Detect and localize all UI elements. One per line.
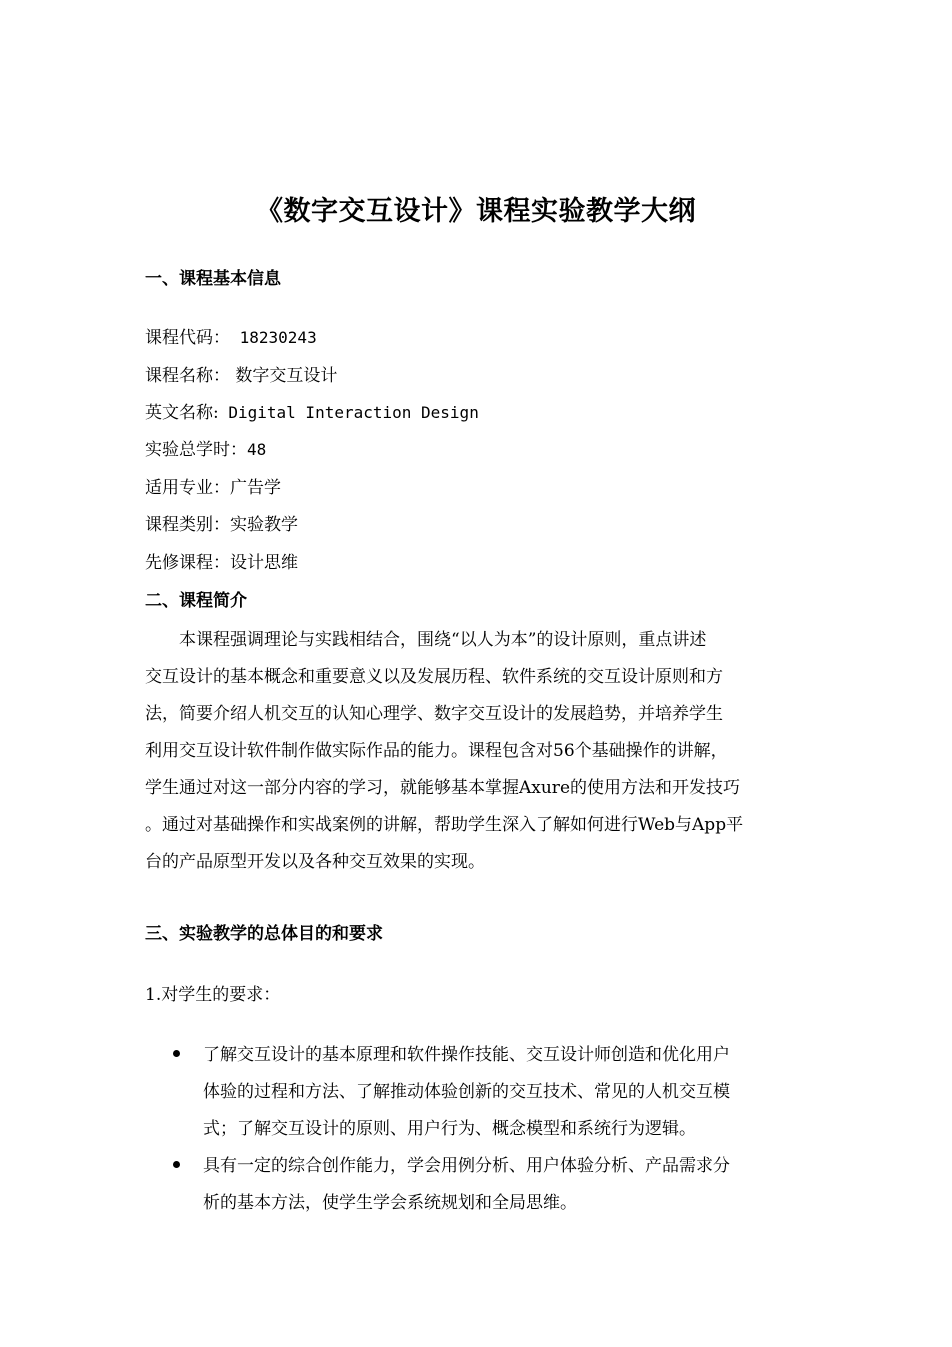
info-label: 适用专业： [145, 478, 230, 498]
intro-line: 学生通过对这一部分内容的学习，就能够基本掌握Axure的使用方法和开发技巧 [145, 778, 740, 798]
intro-line: 本课程强调理论与实践相结合，围绕“以人为本”的设计原则，重点讲述 [179, 630, 707, 650]
list-item [145, 1148, 810, 1222]
document-title: 《数字交互设计》课程实验教学大纲 [256, 196, 696, 227]
info-course-code [145, 325, 317, 351]
section-heading-basic-info: 一、课程基本信息 [145, 269, 281, 289]
info-label: 先修课程： [145, 553, 230, 573]
intro-line: 利用交互设计软件制作做实际作品的能力。课程包含对56个基础操作的讲解， [145, 741, 728, 761]
intro-line: 。通过对基础操作和实战案例的讲解，帮助学生深入了解如何进行Web与App平 [145, 815, 744, 835]
list-item-line: 析的基本方法，使学生学会系统规划和全局思维。 [203, 1193, 577, 1213]
info-value: 48 [247, 440, 267, 459]
intro-line: 台的产品原型开发以及各种交互效果的实现。 [145, 852, 485, 872]
info-value: 数字交互设计 [230, 366, 338, 386]
info-prerequisite [145, 550, 298, 576]
bullet-icon [173, 1161, 180, 1168]
info-value: 广告学 [230, 478, 281, 498]
section-heading-objectives: 三、实验教学的总体目的和要求 [145, 924, 383, 944]
list-item-line: 体验的过程和方法、了解推动体验创新的交互技术、常见的人机交互模 [203, 1082, 730, 1102]
section-heading-intro: 二、课程简介 [145, 591, 247, 611]
intro-paragraph [145, 622, 810, 881]
info-value: Digital Interaction Design [218, 403, 479, 422]
info-course-name [145, 363, 337, 389]
info-major [145, 475, 281, 501]
info-label: 课程代码： [145, 328, 230, 348]
info-value: 18230243 [230, 328, 317, 347]
info-course-type [145, 512, 298, 538]
info-value: 设计思维 [230, 553, 298, 573]
requirements-list [145, 1037, 810, 1222]
student-requirements-label: 1.对学生的要求： [145, 985, 281, 1005]
list-item-line: 具有一定的综合创作能力，学会用例分析、用户体验分析、产品需求分 [203, 1156, 730, 1176]
info-label: 实验总学时： [145, 440, 247, 460]
info-label: 英文名称: [145, 403, 219, 423]
intro-line: 法，简要介绍人机交互的认知心理学、数字交互设计的发展趋势，并培养学生 [145, 704, 723, 724]
list-item-line: 了解交互设计的基本原理和软件操作技能、交互设计师创造和优化用户 [203, 1045, 730, 1065]
list-item-line: 式；了解交互设计的原则、用户行为、概念模型和系统行为逻辑。 [203, 1119, 696, 1139]
list-item [145, 1037, 810, 1148]
intro-line: 交互设计的基本概念和重要意义以及发展历程、软件系统的交互设计原则和方 [145, 667, 723, 687]
info-english-name [145, 400, 479, 426]
info-label: 课程名称： [145, 366, 230, 386]
info-label: 课程类别： [145, 515, 230, 535]
bullet-icon [173, 1050, 180, 1057]
info-total-hours [145, 437, 266, 463]
info-value: 实验教学 [230, 515, 298, 535]
